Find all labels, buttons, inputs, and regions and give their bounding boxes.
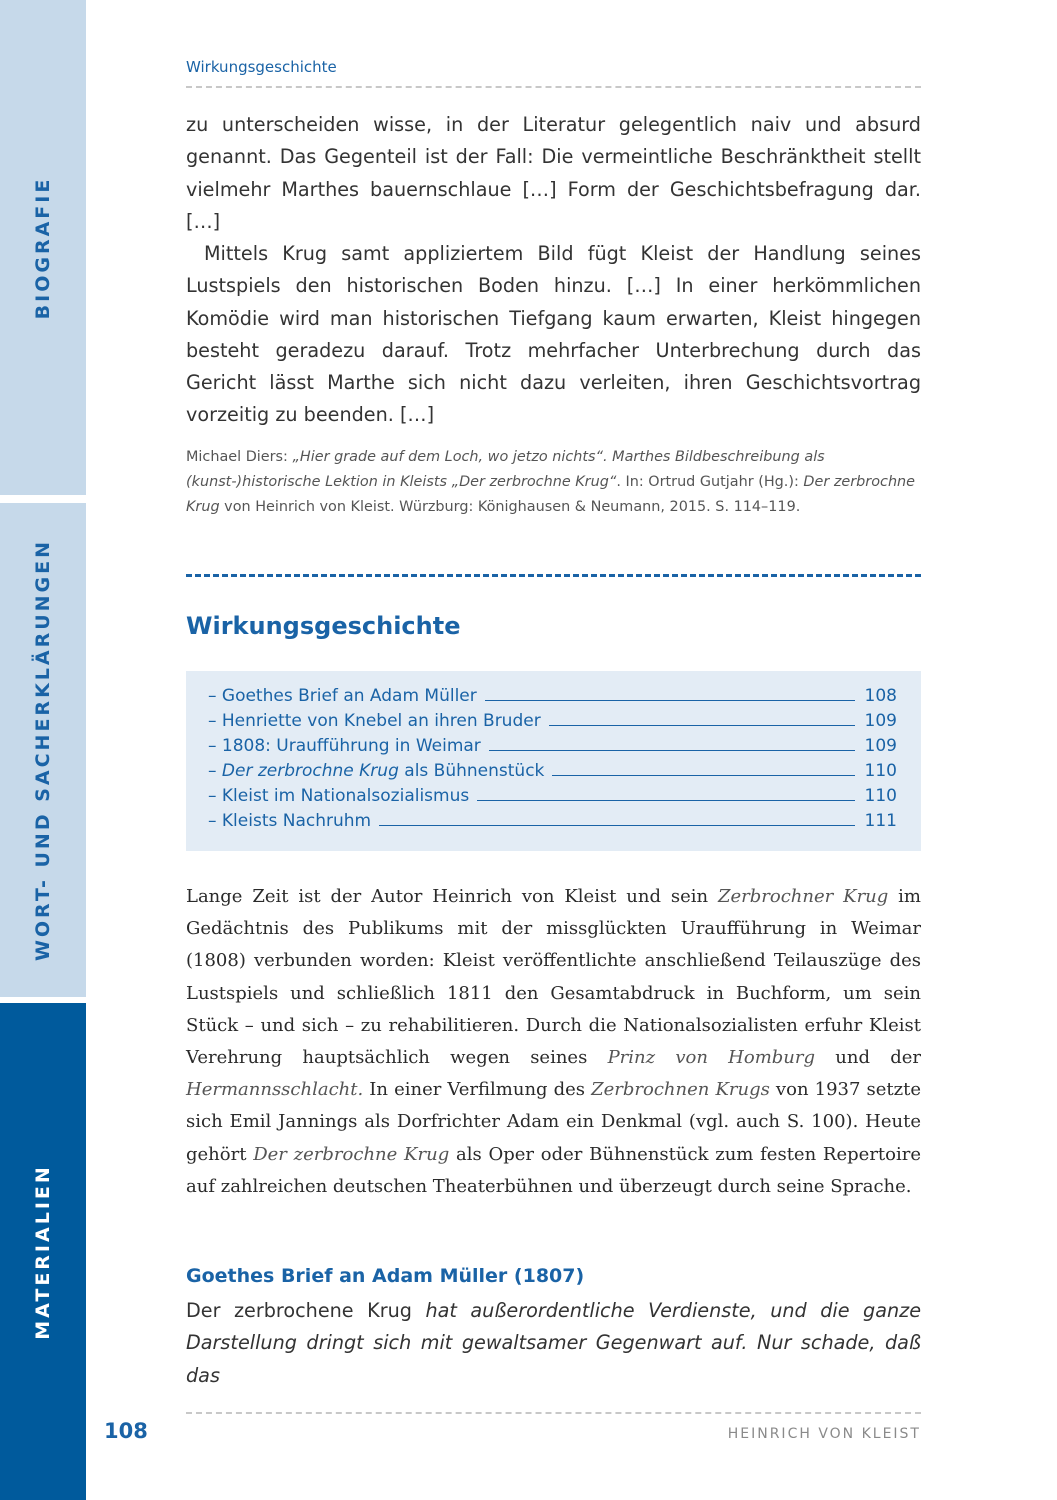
toc-leader-line — [477, 785, 854, 801]
toc-item-page: 111 — [864, 811, 897, 831]
toc-item-label: – Kleist im Nationalsozialismus — [208, 786, 470, 806]
sidebar-tab-wort-und-sacherklaerungen[interactable] — [0, 503, 86, 997]
toc-item[interactable] — [208, 710, 897, 735]
sidebar-tab-materialien[interactable] — [0, 1003, 86, 1500]
citation-author: Michael Diers: — [186, 449, 293, 465]
sidebar-tab-label: WORT- UND SACHERKLÄRUNGEN — [32, 538, 54, 962]
toc-item-page: 110 — [864, 786, 897, 806]
toc-item-page: 110 — [864, 761, 897, 781]
toc-item[interactable] — [208, 735, 897, 760]
toc-leader-line — [485, 685, 855, 701]
toc-item-label: – 1808: Uraufführung in Weimar — [208, 736, 481, 756]
toc-item[interactable] — [208, 785, 897, 810]
toc-item-label: – Goethes Brief an Adam Müller — [208, 686, 477, 706]
body-paragraph: Lange Zeit ist der Autor Heinrich von Kleist und sein Zerbrochner Krug im Gedächtnis des Publikums mit der missglückten Uraufführung in Weimar (1808) verbunden worden: Kleist veröffentlichte anschließend Teilauszüge des Lustspiels und schließlich 1811 den Gesamtabdruck in Buchform, um sein Stück – und sich – zu rehabilitieren. Durch die Nationalsozialisten erfuhr Kleist Verehrung hauptsächlich wegen seines Prinz von Homburg und der Hermannsschlacht. In einer Verfilmung des Zerbrochnen Krugs von 1937 setzte sich Emil Jannings als Dorfrichter Adam ein Denkmal (vgl. auch S. 100). Heute gehört Der zerbrochne Krug als Oper oder Bühnenstück zum festen Repertoire auf zahlreichen deutschen Theaterbühnen und überzeugt durch seine Sprache. — [186, 886, 922, 1197]
toc-item-label: – Der zerbrochne Krug als Bühnenstück — [208, 761, 545, 781]
header-divider — [186, 86, 921, 88]
toc-item-page: 109 — [864, 711, 897, 731]
quote-paragraph-1: zu unterscheiden wisse, in der Literatur gelegentlich naiv und absurd genannt. Das Gegenteil ist der Fall: Die vermeintliche Beschränktheit stellt vielmehr Marthes bauernschlaue […] Form der Geschichtsbefragung dar. […] — [186, 113, 921, 233]
running-header: Wirkungsgeschichte — [186, 58, 337, 76]
toc-item-label: – Henriette von Knebel an ihren Bruder — [208, 711, 541, 731]
sidebar-tab-label: BIOGRAFIE — [32, 176, 54, 319]
toc-item[interactable] — [208, 685, 897, 710]
citation-book: Der zerbrochne Krug — [186, 474, 916, 515]
citation-title: „Hier grade auf dem Loch, wo jetzo nichts“. Marthes Bildbeschreibung als (kunst-)historische Lektion in Kleists „Der zerbrochne Krug“ — [186, 449, 825, 490]
subsection-title: Goethes Brief an Adam Müller (1807) — [186, 1265, 585, 1287]
toc-item[interactable] — [208, 760, 897, 785]
page-number: 108 — [104, 1419, 148, 1443]
toc-item-page: 109 — [864, 736, 897, 756]
citation-in: . In: Ortrud Gutjahr (Hg.): — [616, 474, 804, 490]
toc-item-label: – Kleists Nachruhm — [208, 811, 372, 831]
footer-book-title: HEINRICH VON KLEIST — [727, 1426, 921, 1442]
section-divider — [186, 574, 921, 577]
section-title: Wirkungsgeschichte — [186, 612, 461, 640]
citation-rest: von Heinrich von Kleist. Würzburg: Könighausen & Neumann, 2015. S. 114–119. — [219, 499, 801, 515]
toc-item-page: 108 — [864, 686, 897, 706]
citation — [186, 445, 921, 520]
quote-paragraph-2: Mittels Krug samt appliziertem Bild fügt Kleist der Handlung seines Lustspiels den historischen Boden hinzu. […] In einer herkömmlichen Komödie wird man historischen Tiefgang kaum erwarten, Kleist hingegen besteht geradezu darauf. Trotz mehrfacher Unterbrechung durch das Gericht lässt Marthe sich nicht dazu verleiten, ihren Geschichtsvortrag vorzeitig zu beenden. […] — [186, 242, 921, 427]
toc-leader-line — [379, 810, 854, 826]
toc-leader-line — [549, 710, 855, 726]
footer-divider — [186, 1412, 921, 1414]
toc-leader-line — [489, 735, 855, 751]
toc-leader-line — [552, 760, 854, 776]
sidebar-tab-biografie[interactable] — [0, 0, 86, 495]
table-of-contents — [186, 671, 921, 851]
goethe-quote: Der zerbrochene Krug hat außerordentliche Verdienste, und die ganze Darstellung dringt sich mit gewaltsamer Gegenwart auf. Nur schade, daß das — [186, 1299, 921, 1387]
toc-item[interactable] — [208, 810, 897, 835]
sidebar-tab-label: MATERIALIEN — [32, 1163, 54, 1340]
